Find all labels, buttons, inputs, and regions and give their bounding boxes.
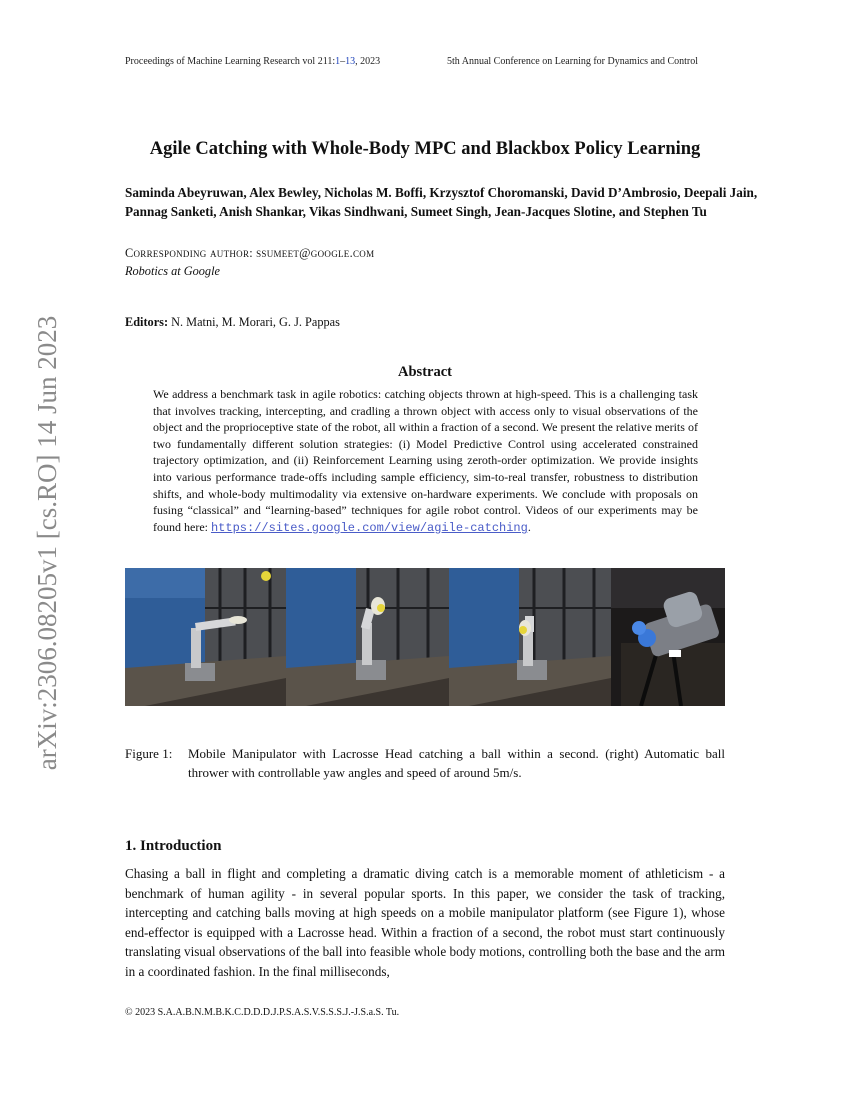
affiliation: Robotics at Google	[125, 264, 220, 278]
introduction-paragraph: Chasing a ball in flight and completing a dramatic diving catch is a memorable moment of athleticism - a benchmark of human agility - in several popular sports. In this paper, we consider the task of tracking, intercepting and catching balls moving at high speeds on a mobile manipulator platform (see Figure 1), whose end-effector is equipped with a Lacrosse head. Within a fraction of a second, the robot must start continuously translating visual observations of the ball into feasible whole body motions, controlling both the base and the arm in a coordinated fashion. In the final milliseconds,	[125, 866, 725, 979]
arxiv-stamp	[30, 298, 64, 788]
page-start-link[interactable]: 1	[335, 56, 341, 67]
figure-panel-1	[125, 568, 286, 706]
editors-label: Editors:	[125, 315, 169, 329]
corresponding-author	[125, 246, 374, 261]
page-end-link[interactable]: 13	[345, 56, 356, 67]
copyright-notice: © 2023 S.A.A.B.N.M.B.K.C.D.D.D.J.P.S.A.S.V.S.S.S.J.-J.S.a.S. Tu.	[125, 1007, 400, 1018]
author-list: Saminda Abeyruwan, Alex Bewley, Nicholas M. Boffi, Krzysztof Choromanski, David D’Ambrosio, Deepali Jain, Pannag Sanketi, Anish Shankar, Vikas Sindhwani, Sumeet Singh, Jean-Jacques Slotine, and Stephen Tu	[125, 185, 758, 219]
running-header-conference: 5th Annual Conference on Learning for Dynamics and Control	[447, 56, 699, 67]
figure-1	[125, 568, 725, 706]
figure-caption-text: Mobile Manipulator with Lacrosse Head catching a ball within a second. (right) Automatic ball thrower with controllable yaw angles and speed of around 5m/s.	[188, 746, 725, 780]
editors-line	[125, 315, 340, 330]
corresponding-label: Corresponding author:	[125, 246, 253, 260]
figure-caption	[125, 744, 725, 782]
arxiv-stamp-text: arXiv:2306.08205v1 [cs.RO] 14 Jun 2023	[32, 315, 62, 771]
project-url-link[interactable]: https://sites.google.com/view/agile-catching	[210, 520, 528, 535]
figure-label: Figure 1:	[125, 746, 173, 761]
figure-panel-4-thrower	[611, 568, 725, 706]
abstract-body: We address a benchmark task in agile robotics: catching objects thrown at high-speed. This is a challenging task that involves tracking, intercepting, and cradling a thrown object with access only to visual observations of the object and the proprioceptive state of the robot, all within a fraction of a second. We present the relative merits of two fundamentally different solution strategies: (i) Model Predictive Control using accelerated constrained trajectory optimization, and (ii) Reinforcement Learning using zeroth-order optimization. We provide insights into various performance trade-offs including sample efficiency, sim-to-real transfer, robustness to distribution shifts, and whole-body multimodality via extensive on-hardware experiments. We conclude with proposals on fusing “classical” and “learning-based” techniques for agile robot control. Videos of our experiments may be found here: https://sites.google.com/view/agile-catching.	[153, 387, 698, 535]
corresponding-email: ssumeet@google.com	[256, 246, 375, 260]
running-header-journal: Proceedings of Machine Learning Research vol 211:1–13, 2023	[125, 56, 381, 67]
paper-title: Agile Catching with Whole-Body MPC and Blackbox Policy Learning	[149, 139, 701, 159]
figure-panel-2	[286, 568, 449, 706]
abstract-heading: Abstract	[398, 364, 452, 380]
figure-panel-3	[449, 568, 611, 706]
editors-names: N. Matni, M. Morari, G. J. Pappas	[171, 315, 340, 329]
section-heading-introduction: 1. Introduction	[125, 838, 222, 854]
